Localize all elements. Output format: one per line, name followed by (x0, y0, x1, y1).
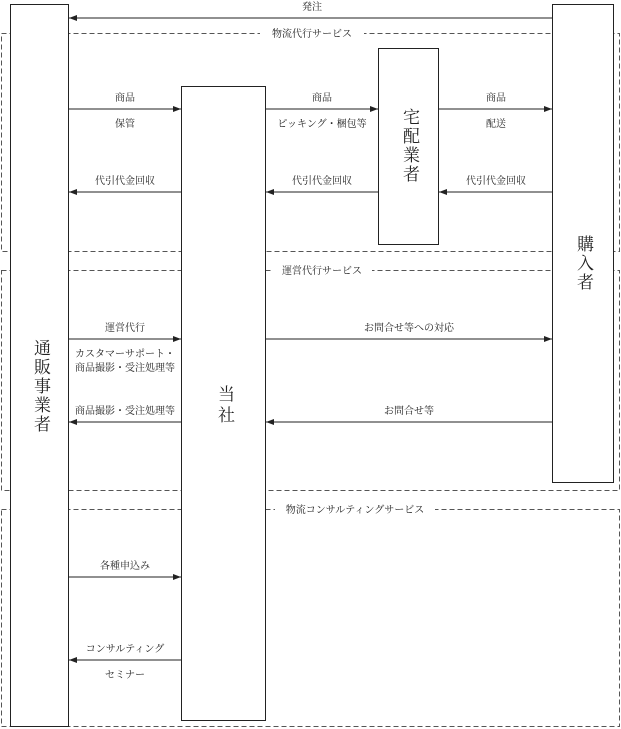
apply-label: 各種申込み (100, 561, 150, 572)
ops-report-label: 商品撮影・受注処理等 (75, 406, 175, 417)
merchant-label: 通販事業者 (30, 339, 50, 434)
cod-to-company-label: 代引代金回収 (292, 176, 352, 187)
picking-label-1: 商品 (312, 93, 332, 104)
courier-label: 宅配業者 (399, 108, 419, 184)
buyer-label: 購入者 (573, 235, 593, 292)
picking-label-2: ピッキング・梱包等 (277, 119, 367, 130)
cod-to-merchant-label: 代引代金回収 (95, 176, 155, 187)
section-consulting-label: 物流コンサルティングサービス (285, 505, 425, 516)
section-consulting-frame (2, 510, 620, 727)
storage-label-2: 保管 (115, 119, 135, 130)
ops-agency-label: 運営代行 (105, 323, 145, 334)
storage-label-1: 商品 (115, 93, 135, 104)
consulting-label-1: コンサルティング (85, 644, 165, 655)
inquiry-response-label: お問合せ等への対応 (364, 323, 454, 334)
order-label: 発注 (302, 2, 322, 13)
inquiry-label: お問合せ等 (384, 406, 434, 417)
consulting-label-2: セミナー (105, 670, 145, 681)
cod-from-buyer-label: 代引代金回収 (466, 176, 526, 187)
ops-tasks-label-2: 商品撮影・受注処理等 (75, 363, 175, 374)
delivery-label-2: 配送 (486, 119, 506, 130)
section-operations-label: 運営代行サービス (282, 266, 362, 277)
section-operations-frame (2, 271, 620, 491)
section-logistics-frame (2, 34, 620, 252)
ops-tasks-label-1: カスタマーサポート・ (75, 349, 175, 360)
section-logistics-label: 物流代行サービス (272, 29, 352, 40)
company-label: 当社 (214, 385, 234, 427)
delivery-label-1: 商品 (486, 93, 506, 104)
